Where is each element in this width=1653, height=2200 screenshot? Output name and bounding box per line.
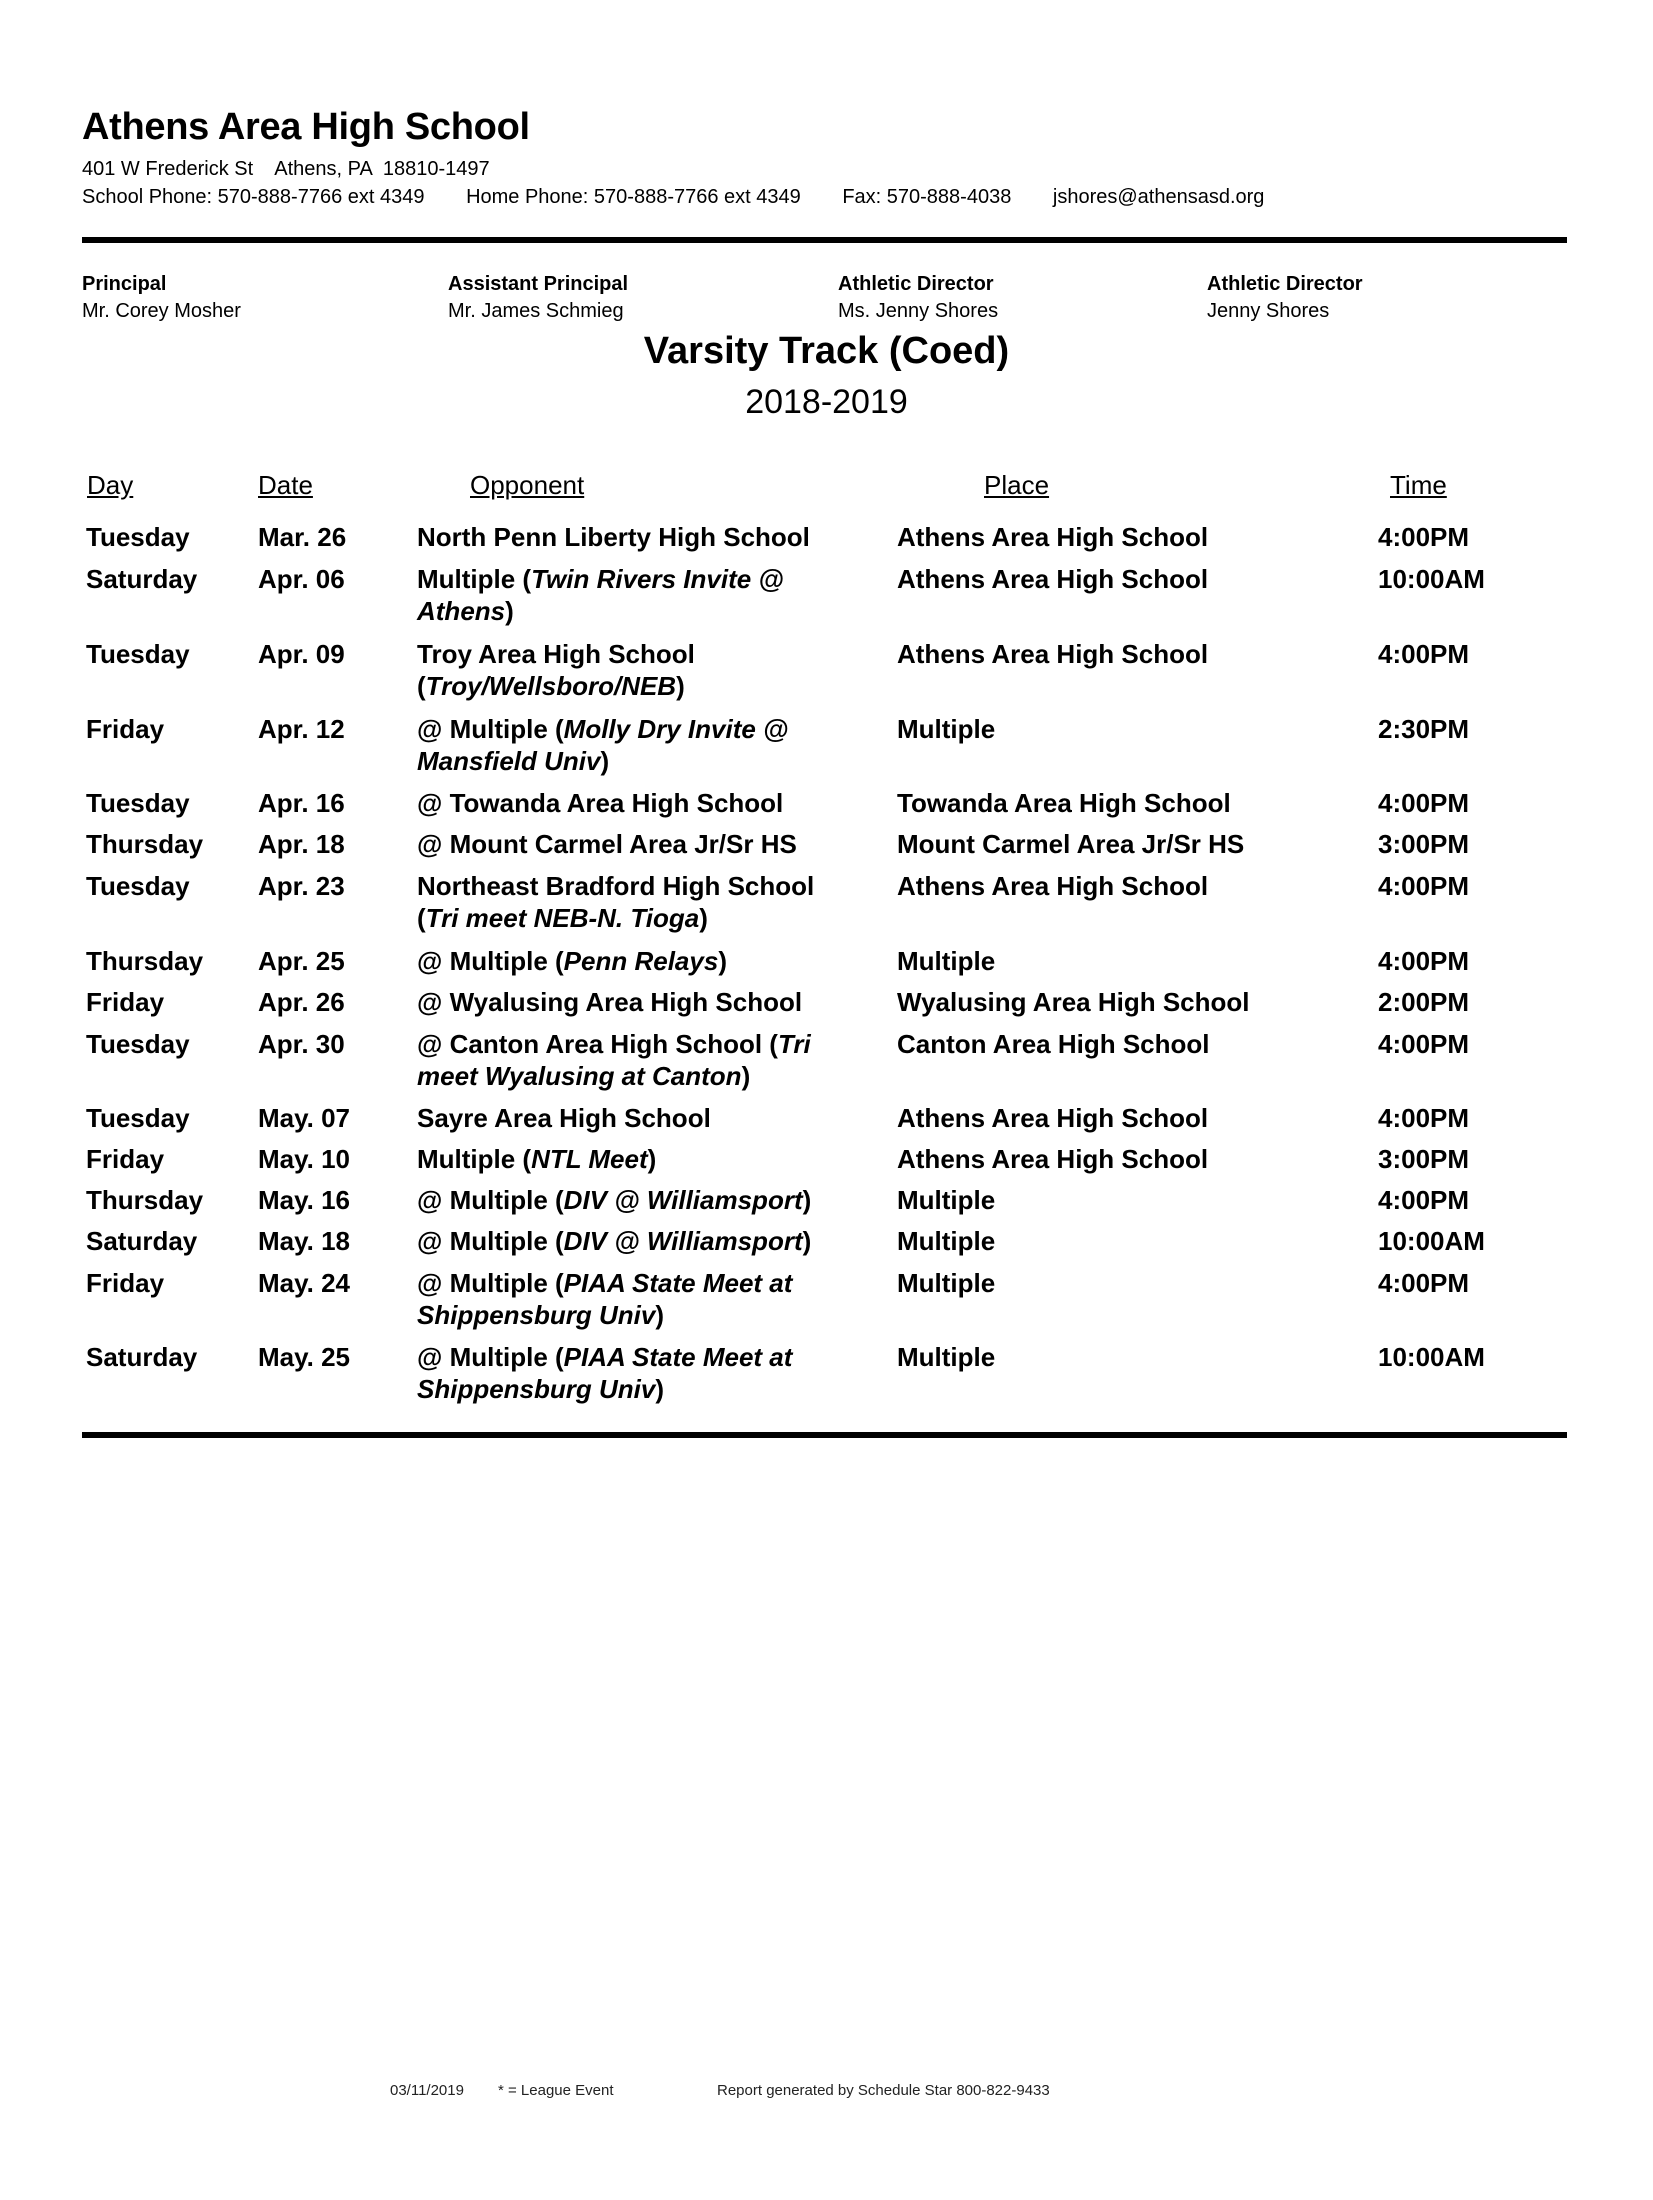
cell-opponent: [417, 1143, 857, 1175]
cell-opponent: [417, 1341, 857, 1405]
cell-date: Apr. 18: [258, 829, 345, 859]
cell-date: May. 18: [258, 1226, 351, 1256]
cell-opponent: [417, 1225, 857, 1257]
cell-opponent: [417, 787, 857, 819]
cell-time: 4:00PM: [1378, 1103, 1470, 1133]
cell-day: Thursday: [86, 829, 204, 859]
cell-opponent: [417, 563, 857, 627]
school-name: Athens Area High School: [82, 106, 530, 148]
closing-paren: ): [505, 596, 514, 626]
cell-day: Thursday: [86, 946, 204, 976]
cell-place: Towanda Area High School: [897, 788, 1231, 818]
opponent-name: Troy Area High School (: [417, 639, 695, 701]
closing-paren: ): [655, 1374, 665, 1404]
opponent-name: @ Multiple (: [417, 1226, 564, 1256]
cell-day: Thursday: [86, 1185, 204, 1215]
staff-principal: [82, 271, 241, 325]
header-divider: [82, 237, 1567, 243]
cell-opponent: [417, 638, 857, 702]
cell-place: Multiple: [897, 1342, 996, 1372]
cell-opponent: [417, 828, 857, 860]
cell-day: Friday: [86, 987, 165, 1017]
cell-date: Mar. 26: [258, 522, 347, 552]
opponent-name: Multiple (: [417, 564, 532, 594]
opponent-note: Troy/Wellsboro/NEB: [425, 671, 677, 701]
column-header-date: Date: [258, 470, 313, 500]
cell-day: Friday: [86, 1268, 165, 1298]
opponent-name: @ Multiple (: [417, 714, 564, 744]
cell-time: 3:00PM: [1378, 829, 1470, 859]
school-phone: School Phone: 570-888-7766 ext 4349: [82, 186, 425, 208]
cell-time: 10:00AM: [1378, 1342, 1485, 1372]
opponent-name: @ Mount Carmel Area Jr/Sr HS: [417, 829, 797, 859]
cell-day: Friday: [86, 1144, 165, 1174]
cell-date: May. 07: [258, 1103, 351, 1133]
cell-place: Athens Area High School: [897, 522, 1209, 552]
cell-place: Multiple: [897, 714, 996, 744]
column-header-place: Place: [984, 470, 1050, 500]
opponent-name: @ Multiple (: [417, 1342, 564, 1372]
cell-date: Apr. 12: [258, 714, 345, 744]
closing-paren: ): [802, 1185, 812, 1215]
opponent-note: DIV @ Williamsport: [563, 1226, 803, 1256]
opponent-name: @ Towanda Area High School: [417, 788, 784, 818]
staff-name: Mr. Corey Mosher: [82, 300, 241, 322]
cell-place: Athens Area High School: [897, 871, 1209, 901]
cell-place: Multiple: [897, 1226, 996, 1256]
cell-place: Wyalusing Area High School: [897, 987, 1250, 1017]
closing-paren: ): [718, 946, 727, 976]
opponent-name: Multiple (: [417, 1144, 532, 1174]
opponent-note: Molly Dry Invite @ Mansfield Univ: [417, 714, 789, 776]
cell-place: Athens Area High School: [897, 639, 1209, 669]
staff-role: Athletic Director: [1207, 273, 1363, 295]
cell-day: Saturday: [86, 564, 198, 594]
column-header-opponent: Opponent: [470, 470, 585, 500]
opponent-name: @ Multiple (: [417, 1185, 564, 1215]
staff-name: Mr. James Schmieg: [448, 300, 624, 322]
cell-time: 2:00PM: [1378, 987, 1470, 1017]
cell-day: Tuesday: [86, 1029, 190, 1059]
cell-date: Apr. 06: [258, 564, 345, 594]
cell-opponent: [417, 870, 857, 934]
opponent-note: PIAA State Meet at Shippensburg Univ: [417, 1342, 793, 1404]
cell-opponent: [417, 945, 857, 977]
cell-day: Tuesday: [86, 1103, 190, 1133]
closing-paren: ): [655, 1300, 665, 1330]
email: jshores@athensasd.org: [1052, 186, 1265, 208]
opponent-name: Sayre Area High School: [417, 1103, 711, 1133]
cell-time: 2:30PM: [1378, 714, 1470, 744]
cell-date: Apr. 25: [258, 946, 345, 976]
cell-date: Apr. 09: [258, 639, 345, 669]
staff-role: Principal: [82, 273, 167, 295]
opponent-note: Tri meet NEB-N. Tioga: [425, 903, 700, 933]
cell-date: Apr. 23: [258, 871, 345, 901]
staff-name: Ms. Jenny Shores: [838, 300, 999, 322]
cell-place: Multiple: [897, 946, 996, 976]
contact-line: [82, 186, 1300, 209]
cell-date: May. 25: [258, 1342, 351, 1372]
cell-date: Apr. 30: [258, 1029, 345, 1059]
school-address: 401 W Frederick St Athens, PA 18810-1497: [82, 158, 490, 180]
cell-time: 10:00AM: [1378, 564, 1485, 594]
opponent-note: Twin Rivers Invite @ Athens: [417, 564, 784, 626]
staff-assistant-principal: [448, 271, 628, 325]
closing-paren: ): [600, 746, 610, 776]
cell-day: Tuesday: [86, 639, 190, 669]
cell-opponent: [417, 1028, 857, 1092]
cell-opponent: [417, 1184, 857, 1216]
cell-date: May. 24: [258, 1268, 351, 1298]
cell-date: May. 16: [258, 1185, 351, 1215]
schedule-title: Varsity Track (Coed): [643, 330, 1010, 372]
opponent-name: North Penn Liberty High School: [417, 522, 810, 552]
opponent-note: DIV @ Williamsport: [563, 1185, 803, 1215]
cell-time: 3:00PM: [1378, 1144, 1470, 1174]
staff-athletic-director: [838, 271, 998, 325]
cell-date: Apr. 16: [258, 788, 345, 818]
column-header-time: Time: [1390, 470, 1447, 500]
cell-day: Friday: [86, 714, 165, 744]
cell-place: Multiple: [897, 1185, 996, 1215]
cell-opponent: [417, 521, 857, 553]
opponent-note: NTL Meet: [531, 1144, 648, 1174]
cell-date: May. 10: [258, 1144, 351, 1174]
cell-opponent: [417, 1267, 857, 1331]
cell-time: 4:00PM: [1378, 1268, 1470, 1298]
cell-opponent: [417, 713, 857, 777]
cell-time: 4:00PM: [1378, 788, 1470, 818]
cell-place: Athens Area High School: [897, 1103, 1209, 1133]
opponent-name: @ Canton Area High School (: [417, 1029, 778, 1059]
opponent-name: @ Multiple (: [417, 946, 564, 976]
staff-athletic-director-2: [1207, 271, 1363, 325]
cell-opponent: [417, 1102, 857, 1134]
cell-time: 10:00AM: [1378, 1226, 1485, 1256]
cell-place: Multiple: [897, 1268, 996, 1298]
cell-day: Saturday: [86, 1226, 198, 1256]
cell-time: 4:00PM: [1378, 639, 1470, 669]
home-phone: Home Phone: 570-888-7766 ext 4349: [466, 186, 801, 208]
footer-generated: Report generated by Schedule Star 800-822-9433: [717, 2082, 1050, 2099]
cell-time: 4:00PM: [1378, 522, 1470, 552]
cell-place: Mount Carmel Area Jr/Sr HS: [897, 829, 1245, 859]
column-header-day: Day: [87, 470, 134, 500]
opponent-note: Tri meet Wyalusing at Canton: [417, 1029, 811, 1091]
cell-place: Athens Area High School: [897, 1144, 1209, 1174]
staff-role: Assistant Principal: [448, 273, 629, 295]
footer-date: 03/11/2019: [390, 2082, 464, 2099]
cell-day: Tuesday: [86, 871, 190, 901]
cell-time: 4:00PM: [1378, 871, 1470, 901]
cell-date: Apr. 26: [258, 987, 345, 1017]
opponent-name: Northeast Bradford High School (: [417, 871, 815, 933]
fax: Fax: 570-888-4038: [842, 186, 1012, 208]
table-bottom-divider: [82, 1432, 1567, 1438]
cell-opponent: [417, 986, 857, 1018]
cell-place: Canton Area High School: [897, 1029, 1210, 1059]
staff-role: Athletic Director: [838, 273, 994, 295]
cell-day: Tuesday: [86, 522, 190, 552]
opponent-note: Penn Relays: [563, 946, 719, 976]
closing-paren: ): [699, 903, 708, 933]
closing-paren: ): [741, 1061, 751, 1091]
closing-paren: ): [802, 1226, 812, 1256]
cell-time: 4:00PM: [1378, 1029, 1470, 1059]
cell-time: 4:00PM: [1378, 1185, 1470, 1215]
schedule-season: 2018-2019: [745, 383, 908, 421]
opponent-name: @ Wyalusing Area High School: [417, 987, 803, 1017]
footer-legend: * = League Event: [498, 2082, 614, 2099]
cell-day: Tuesday: [86, 788, 190, 818]
opponent-note: PIAA State Meet at Shippensburg Univ: [417, 1268, 793, 1330]
cell-day: Saturday: [86, 1342, 198, 1372]
cell-place: Athens Area High School: [897, 564, 1209, 594]
closing-paren: ): [647, 1144, 657, 1174]
closing-paren: ): [676, 671, 685, 701]
staff-name: Jenny Shores: [1207, 300, 1330, 322]
opponent-name: @ Multiple (: [417, 1268, 564, 1298]
cell-time: 4:00PM: [1378, 946, 1470, 976]
